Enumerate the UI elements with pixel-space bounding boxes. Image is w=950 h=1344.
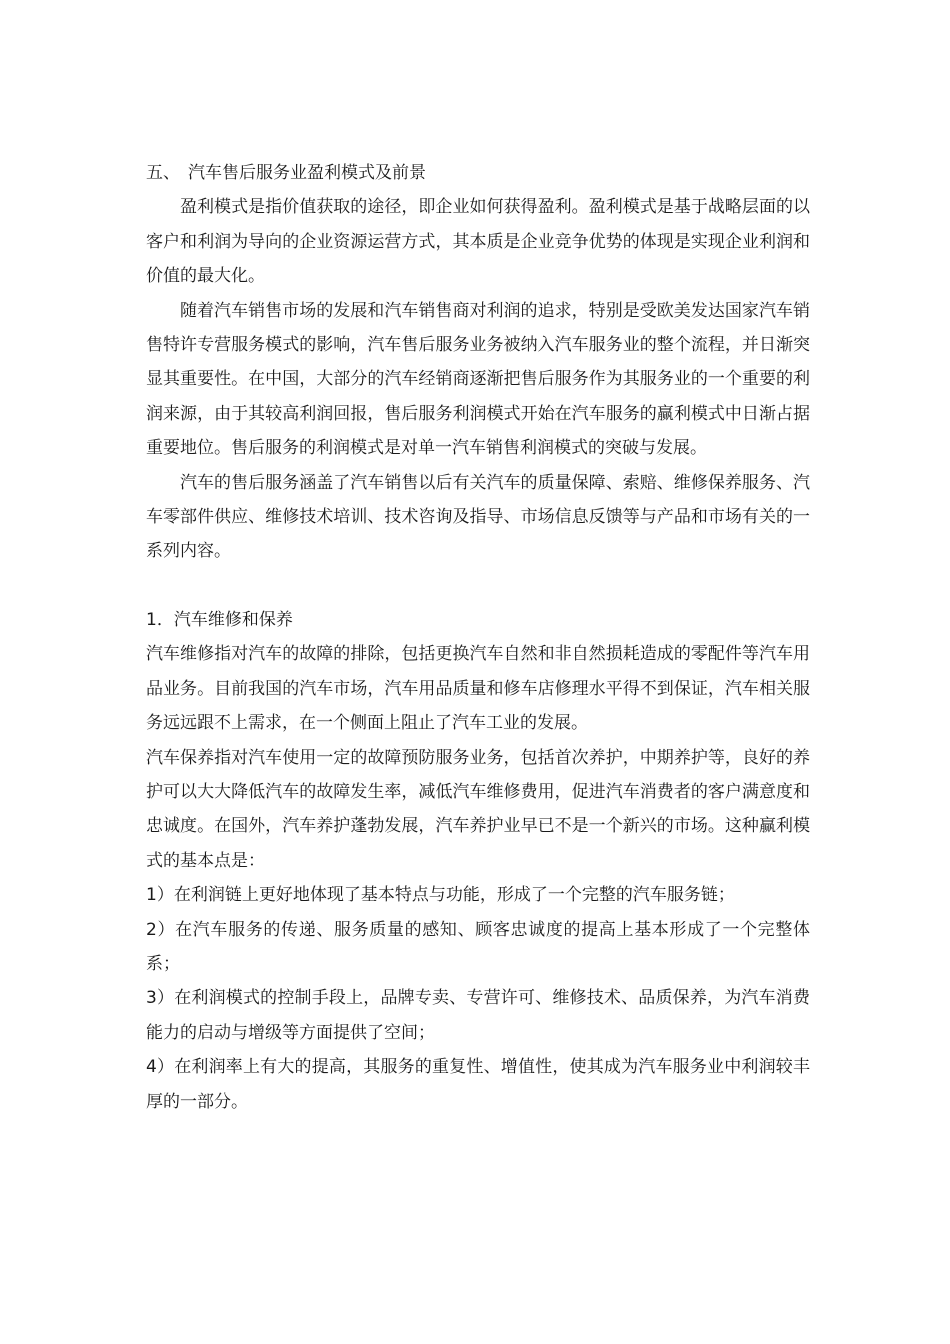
list-item-2: 2）在汽车服务的传递、服务质量的感知、顾客忠诚度的提高上基本形成了一个完整体系； — [146, 919, 810, 974]
paragraph-profit-model-definition: 盈利模式是指价值获取的途径，即企业如何获得盈利。盈利模式是基于战略层面的以客户和利润为导向的企业资源运营方式，其本质是企业竞争优势的体现是实现企业利润和价值的最大化。 — [146, 197, 810, 287]
list-item-3: 3）在利润模式的控制手段上，品牌专卖、专营许可、维修技术、品质保养，为汽车消费能力的启动与增级等方面提供了空间； — [146, 988, 810, 1043]
list-item-4: 4）在利润率上有大的提高，其服务的重复性、增值性，使其成为汽车服务业中利润较丰厚的一部分。 — [146, 1057, 810, 1112]
paragraph-after-sales-development: 随着汽车销售市场的发展和汽车销售商对利润的追求，特别是受欧美发达国家汽车销售特许专营服务模式的影响，汽车售后服务业务被纳入汽车服务业的整个流程，并日渐突显其重要性。在中国，大部分的汽车经销商逐渐把售后服务作为其服务业的一个重要的利润来源，由于其较高利润回报，售后服务利润模式开始在汽车服务的赢利模式中日渐占据重要地位。售后服务的利润模式是对单一汽车销售利润模式的突破与发展。 — [146, 300, 810, 459]
section-heading — [146, 156, 810, 190]
paragraph-after-sales-scope: 汽车的售后服务涵盖了汽车销售以后有关汽车的质量保障、索赔、维修保养服务、汽车零部件供应、维修技术培训、技术咨询及指导、市场信息反馈等与产品和市场有关的一系列内容。 — [146, 472, 810, 562]
document-body — [146, 156, 810, 1119]
blank-line — [146, 569, 810, 603]
paragraph-maintenance: 汽车保养指对汽车使用一定的故障预防服务业务，包括首次养护，中期养护等，良好的养护可以大大降低汽车的故障发生率，减低汽车维修费用，促进汽车消费者的客户满意度和忠诚度。在国外，汽车养护蓬勃发展，汽车养护业早已不是一个新兴的市场。这种赢利模式的基本点是： — [146, 747, 810, 871]
paragraph-repair: 汽车维修指对汽车的故障的排除，包括更换汽车自然和非自然损耗造成的零配件等汽车用品业务。目前我国的汽车市场，汽车用品质量和修车店修理水平得不到保证，汽车相关服务远远跟不上需求，在一个侧面上阻止了汽车工业的发展。 — [146, 644, 810, 734]
section-title: 汽车售后服务业盈利模式及前景 — [188, 163, 426, 183]
list-item-1: 1）在利润链上更好地体现了基本特点与功能，形成了一个完整的汽车服务链； — [146, 885, 735, 906]
section-number: 五、 — [146, 163, 180, 183]
subsection-heading: 1．汽车维修和保养 — [146, 609, 293, 630]
